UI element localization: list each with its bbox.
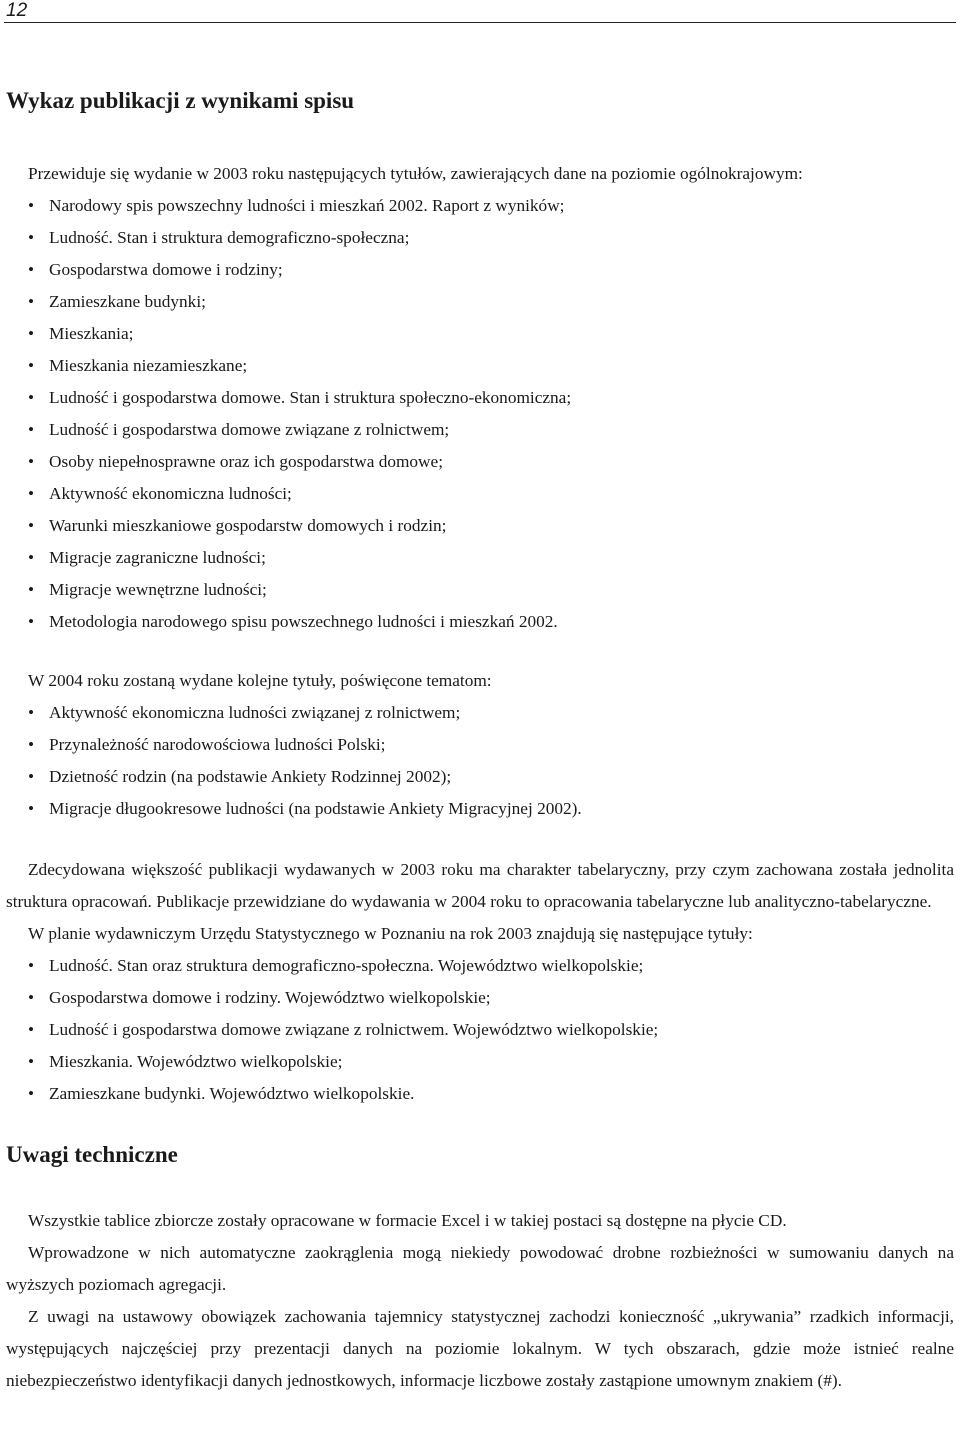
document-body — [6, 86, 954, 1397]
poznan-plan-list — [6, 950, 954, 1110]
list-item: • Ludność i gospodarstwa domowe związane z rolnictwem; — [28, 414, 954, 446]
list-item: • Ludność i gospodarstwa domowe. Stan i struktura społeczno-ekonomiczna; — [28, 382, 954, 414]
list-item: • Metodologia narodowego spisu powszechnego ludności i mieszkań 2002. — [28, 606, 954, 638]
list-item: • Przynależność narodowościowa ludności Polski; — [28, 729, 954, 761]
list-item: • Mieszkania niezamieszkane; — [28, 350, 954, 382]
page-header — [4, 0, 956, 23]
list-item: • Narodowy spis powszechny ludności i mieszkań 2002. Raport z wyników; — [28, 190, 954, 222]
technical-note-1: Wszystkie tablice zbiorcze zostały opracowane w formacie Excel i w takiej postaci są dostępne na płycie CD. — [28, 1211, 787, 1230]
list-item: • Migracje wewnętrzne ludności; — [28, 574, 954, 606]
list-item: • Zamieszkane budynki; — [28, 286, 954, 318]
list-item: • Ludność. Stan i struktura demograficzno-społeczna; — [28, 222, 954, 254]
list-item: • Gospodarstwa domowe i rodziny; — [28, 254, 954, 286]
list-item: • Migracje długookresowe ludności (na podstawie Ankiety Migracyjnej 2002). — [28, 793, 954, 825]
list-item: • Mieszkania; — [28, 318, 954, 350]
list-item: • Dzietność rodzin (na podstawie Ankiety Rodzinnej 2002); — [28, 761, 954, 793]
list-item: • Gospodarstwa domowe i rodziny. Województwo wielkopolskie; — [28, 982, 954, 1014]
list-item: • Ludność i gospodarstwa domowe związane z rolnictwem. Województwo wielkopolskie; — [28, 1014, 954, 1046]
list-item: • Migracje zagraniczne ludności; — [28, 542, 954, 574]
list-item: • Aktywność ekonomiczna ludności; — [28, 478, 954, 510]
list-item: • Warunki mieszkaniowe gospodarstw domowych i rodzin; — [28, 510, 954, 542]
list-item: • Ludność. Stan oraz struktura demograficzno-społeczna. Województwo wielkopolskie; — [28, 950, 954, 982]
publications-2004-list — [6, 697, 954, 825]
list-item: • Mieszkania. Województwo wielkopolskie; — [28, 1046, 954, 1078]
publications-2003-list — [6, 190, 954, 638]
technical-note-2: Wprowadzone w nich automatyczne zaokrąglenia mogą niekiedy powodować drobne rozbieżności w sumowaniu danych na wyższych poziomach agregacji. — [6, 1243, 954, 1294]
publications-intro: Przewiduje się wydanie w 2003 roku następujących tytułów, zawierających dane na poziomie ogólnokrajowym: — [28, 164, 803, 183]
page-number: 12 — [6, 0, 28, 21]
publications-character-paragraph: Zdecydowana większość publikacji wydawanych w 2003 roku ma charakter tabelaryczny, przy czym zachowana została jednolita struktura opracowań. Publikacje przewidziane do wydawania w 2004 roku to opracowania tabelaryczne lub analityczno-tabelaryczne. — [6, 860, 954, 911]
publications-2004-intro: W 2004 roku zostaną wydane kolejne tytuły, poświęcone tematom: — [28, 671, 492, 690]
list-item: • Osoby niepełnosprawne oraz ich gospodarstwa domowe; — [28, 446, 954, 478]
list-item: • Aktywność ekonomiczna ludności związanej z rolnictwem; — [28, 697, 954, 729]
technical-note-3: Z uwagi na ustawowy obowiązek zachowania tajemnicy statystycznej zachodzi konieczność „ukrywania” rzadkich informacji, występujących najczęściej przy prezentacji danych na poziomie lokalnym. W tych obszarach, gdzie może istnieć realne niebezpieczeństwo identyfikacji danych jednostkowych, informacje liczbowe zostały zastąpione umownym znakiem (#). — [6, 1307, 954, 1390]
section-title-technical-notes: Uwagi techniczne — [6, 1142, 178, 1167]
list-item: • Zamieszkane budynki. Województwo wielkopolskie. — [28, 1078, 954, 1110]
section-title-publications: Wykaz publikacji z wynikami spisu — [6, 88, 355, 113]
poznan-plan-intro: W planie wydawniczym Urzędu Statystycznego w Poznaniu na rok 2003 znajdują się następujące tytuły: — [28, 924, 753, 943]
